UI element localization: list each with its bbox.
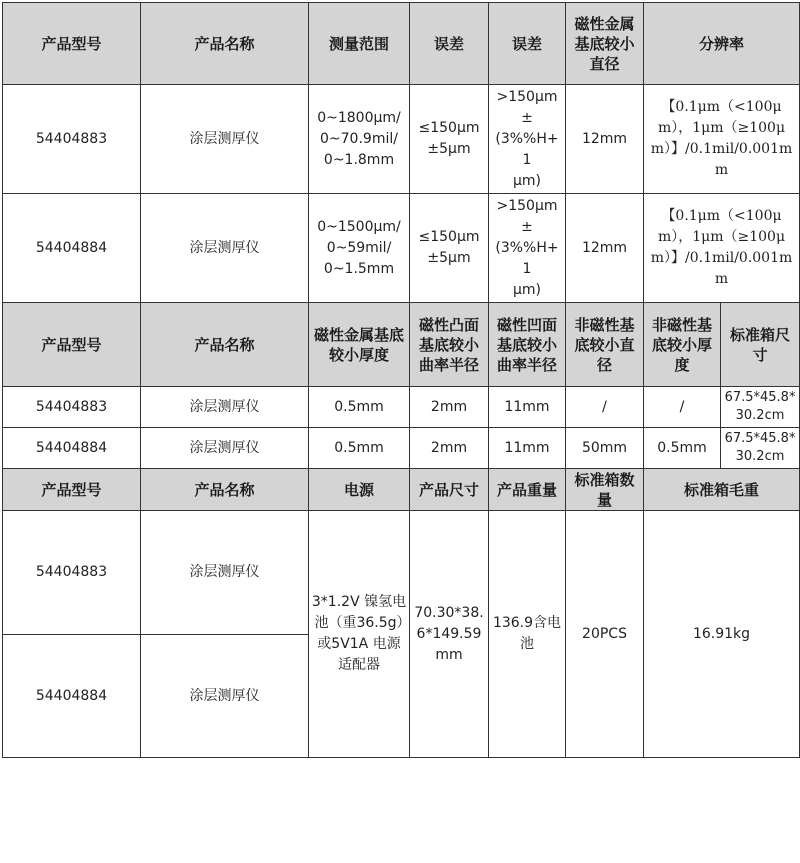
table-row — [3, 387, 800, 428]
header-resolution: 分辨率 — [644, 3, 800, 85]
header-error-low: 误差 — [410, 3, 489, 85]
header-model: 产品型号 — [3, 303, 141, 387]
header-range: 测量范围 — [309, 3, 410, 85]
range-cell: 0~1500μm/ 0~59mil/ 0~1.5mm — [309, 194, 410, 303]
header-name: 产品名称 — [141, 3, 309, 85]
magnetic-min-thickness-cell: 0.5mm — [309, 428, 410, 469]
error-low-cell: ≤150μm ±5μm — [410, 194, 489, 303]
section2-header-row — [3, 303, 800, 387]
nonmagnetic-min-thickness-cell: 0.5mm — [644, 428, 721, 469]
product-name-cell: 涂层测厚仪 — [141, 85, 309, 194]
header-concave-radius: 磁性凹面基底较小曲率半径 — [489, 303, 566, 387]
section1-header-row — [3, 3, 800, 85]
resolution-cell: 【0.1μm（<100μm），1μm（≥100μm）】/0.1mil/0.001mm — [644, 85, 800, 194]
magnetic-min-diameter-cell: 12mm — [566, 85, 644, 194]
concave-radius-cell: 11mm — [489, 387, 566, 428]
model-cell: 54404884 — [3, 428, 141, 469]
product-name-cell: 涂层测厚仪 — [141, 511, 309, 635]
box-gross-weight-cell: 16.91kg — [644, 511, 800, 758]
product-size-cell: 70.30*38.6*149.59mm — [410, 511, 489, 758]
header-box-size: 标准箱尺寸 — [721, 303, 800, 387]
header-model: 产品型号 — [3, 3, 141, 85]
product-weight-cell: 136.9含电池 — [489, 511, 566, 758]
header-name: 产品名称 — [141, 469, 309, 511]
range-cell: 0~1800μm/ 0~70.9mil/ 0~1.8mm — [309, 85, 410, 194]
product-name-cell: 涂层测厚仪 — [141, 194, 309, 303]
convex-radius-cell: 2mm — [410, 428, 489, 469]
model-cell: 54404883 — [3, 511, 141, 635]
model-cell: 54404884 — [3, 635, 141, 758]
model-cell: 54404883 — [3, 387, 141, 428]
convex-radius-cell: 2mm — [410, 387, 489, 428]
header-model: 产品型号 — [3, 469, 141, 511]
header-magnetic-min-diameter: 磁性金属基底较小直径 — [566, 3, 644, 85]
model-cell: 54404884 — [3, 194, 141, 303]
error-high-cell: >150μm ± (3%%H+1 μm) — [489, 194, 566, 303]
resolution-cell: 【0.1μm（<100μm），1μm（≥100μm）】/0.1mil/0.001mm — [644, 194, 800, 303]
box-size-cell: 67.5*45.8*30.2cm — [721, 428, 800, 469]
product-name-cell: 涂层测厚仪 — [141, 428, 309, 469]
header-product-size: 产品尺寸 — [410, 469, 489, 511]
header-nonmagnetic-min-thickness: 非磁性基底较小厚度 — [644, 303, 721, 387]
product-name-cell: 涂层测厚仪 — [141, 635, 309, 758]
model-cell: 54404883 — [3, 85, 141, 194]
header-convex-radius: 磁性凸面基底较小曲率半径 — [410, 303, 489, 387]
table-row — [3, 194, 800, 303]
header-power: 电源 — [309, 469, 410, 511]
header-product-weight: 产品重量 — [489, 469, 566, 511]
header-error-high: 误差 — [489, 3, 566, 85]
power-cell: 3*1.2V 镍氢电池（重36.5g）或5V1A 电源适配器 — [309, 511, 410, 758]
magnetic-min-thickness-cell: 0.5mm — [309, 387, 410, 428]
header-box-quantity: 标准箱数量 — [566, 469, 644, 511]
error-high-cell: >150μm ± (3%%H+1 μm) — [489, 85, 566, 194]
header-name: 产品名称 — [141, 303, 309, 387]
magnetic-min-diameter-cell: 12mm — [566, 194, 644, 303]
error-low-cell: ≤150μm ±5μm — [410, 85, 489, 194]
table-row — [3, 85, 800, 194]
header-box-gross-weight: 标准箱毛重 — [644, 469, 800, 511]
nonmagnetic-min-thickness-cell: / — [644, 387, 721, 428]
concave-radius-cell: 11mm — [489, 428, 566, 469]
product-name-cell: 涂层测厚仪 — [141, 387, 309, 428]
nonmagnetic-min-diameter-cell: / — [566, 387, 644, 428]
box-size-cell: 67.5*45.8*30.2cm — [721, 387, 800, 428]
nonmagnetic-min-diameter-cell: 50mm — [566, 428, 644, 469]
header-magnetic-min-thickness: 磁性金属基底较小厚度 — [309, 303, 410, 387]
header-nonmagnetic-min-diameter: 非磁性基底较小直径 — [566, 303, 644, 387]
section3-header-row — [3, 469, 800, 511]
table-row — [3, 428, 800, 469]
box-quantity-cell: 20PCS — [566, 511, 644, 758]
table-row — [3, 511, 800, 635]
spec-table — [2, 2, 800, 758]
